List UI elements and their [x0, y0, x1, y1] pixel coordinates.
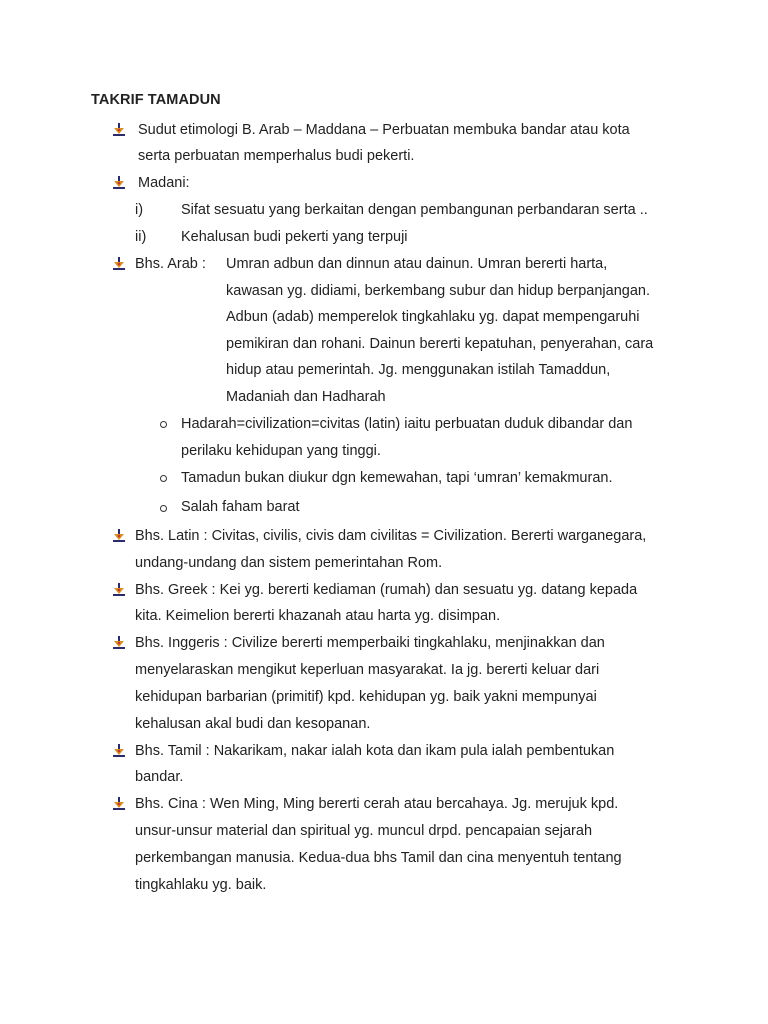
paragraph-line: Kehalusan budi pekerti yang terpuji	[181, 229, 408, 245]
circle-bullet-icon	[160, 505, 167, 512]
paragraph-line: Bhs. Latin : Civitas, civilis, civis dam civilitas = Civilization. Bererti warganegara,	[135, 528, 647, 544]
arrow-down-bullet-icon	[112, 636, 126, 650]
paragraph-line: perilaku kehidupan yang tinggi.	[181, 443, 381, 459]
arrow-down-bullet-icon	[112, 529, 126, 543]
arrow-down-bullet-icon	[112, 797, 126, 811]
arrow-down-bullet-icon	[112, 257, 126, 271]
paragraph-line: Bhs. Inggeris : Civilize bererti memperbaiki tingkahlaku, menjinakkan dan	[135, 635, 605, 651]
paragraph-line: Umran adbun dan dinnun atau dainun. Umran bererti harta,	[226, 256, 608, 272]
paragraph-line: unsur-unsur material dan spiritual yg. muncul drpd. pencapaian sejarah	[135, 823, 593, 839]
arrow-down-bullet-icon	[112, 744, 126, 758]
paragraph-line: Salah faham barat	[181, 499, 300, 515]
paragraph-line: Bhs. Greek : Kei yg. bererti kediaman (rumah) dan sesuatu yg. datang kepada	[135, 582, 638, 598]
circle-bullet-icon	[160, 421, 167, 428]
paragraph-line: kawasan yg. didiami, berkembang subur dan hidup berpanjangan.	[226, 283, 651, 299]
paragraph-line: Hadarah=civilization=civitas (latin) iaitu perbuatan duduk dibandar dan	[181, 416, 633, 432]
arrow-down-bullet-icon	[112, 176, 126, 190]
paragraph-line: Sudut etimologi B. Arab – Maddana – Perbuatan membuka bandar atau kota	[138, 122, 630, 138]
paragraph-line: pemikiran dan rohani. Dainun bererti kepatuhan, penyerahan, cara	[226, 336, 654, 352]
paragraph-line: perkembangan manusia. Kedua-dua bhs Tamil dan cina menyentuh tentang	[135, 850, 622, 866]
paragraph-line: Bhs. Cina : Wen Ming, Ming bererti cerah atau bercahaya. Jg. merujuk kpd.	[135, 796, 619, 812]
paragraph-line: Madaniah dan Hadharah	[226, 389, 386, 405]
paragraph-line: undang-undang dan sistem pemerintahan Rom.	[135, 555, 443, 571]
madani-label: Madani:	[138, 175, 190, 191]
paragraph-line: menyelaraskan mengikut keperluan masyarakat. Ia jg. bererti keluar dari	[135, 662, 600, 678]
arrow-down-bullet-icon	[112, 583, 126, 597]
circle-bullet-icon	[160, 475, 167, 482]
paragraph-line: bandar.	[135, 769, 184, 785]
paragraph-line: Sifat sesuatu yang berkaitan dengan pembangunan perbandaran serta ..	[181, 202, 648, 218]
paragraph-line: Bhs. Tamil : Nakarikam, nakar ialah kota dan ikam pula ialah pembentukan	[135, 743, 615, 759]
paragraph-line: serta perbuatan memperhalus budi pekerti.	[138, 148, 415, 164]
paragraph-line: kehalusan akal budi dan kesopanan.	[135, 716, 371, 732]
paragraph-line: Adbun (adab) memperelok tingkahlaku yg. dapat mempengaruhi	[226, 309, 640, 325]
arrow-down-bullet-icon	[112, 123, 126, 137]
paragraph-line: kita. Keimelion bererti khazanah atau harta yg. disimpan.	[135, 608, 501, 624]
paragraph-line: kehidupan barbarian (primitif) kpd. kehidupan yg. baik yakni mempunyai	[135, 689, 597, 705]
roman-numeral: ii)	[135, 229, 147, 245]
arab-label: Bhs. Arab :	[135, 256, 206, 272]
paragraph-line: hidup atau pemerintah. Jg. menggunakan istilah Tamaddun,	[226, 362, 611, 378]
document-title: TAKRIF TAMADUN	[91, 92, 221, 108]
paragraph-line: tingkahlaku yg. baik.	[135, 877, 267, 893]
paragraph-line: Tamadun bukan diukur dgn kemewahan, tapi ‘umran’ kemakmuran.	[181, 470, 613, 486]
roman-numeral: i)	[135, 202, 144, 218]
